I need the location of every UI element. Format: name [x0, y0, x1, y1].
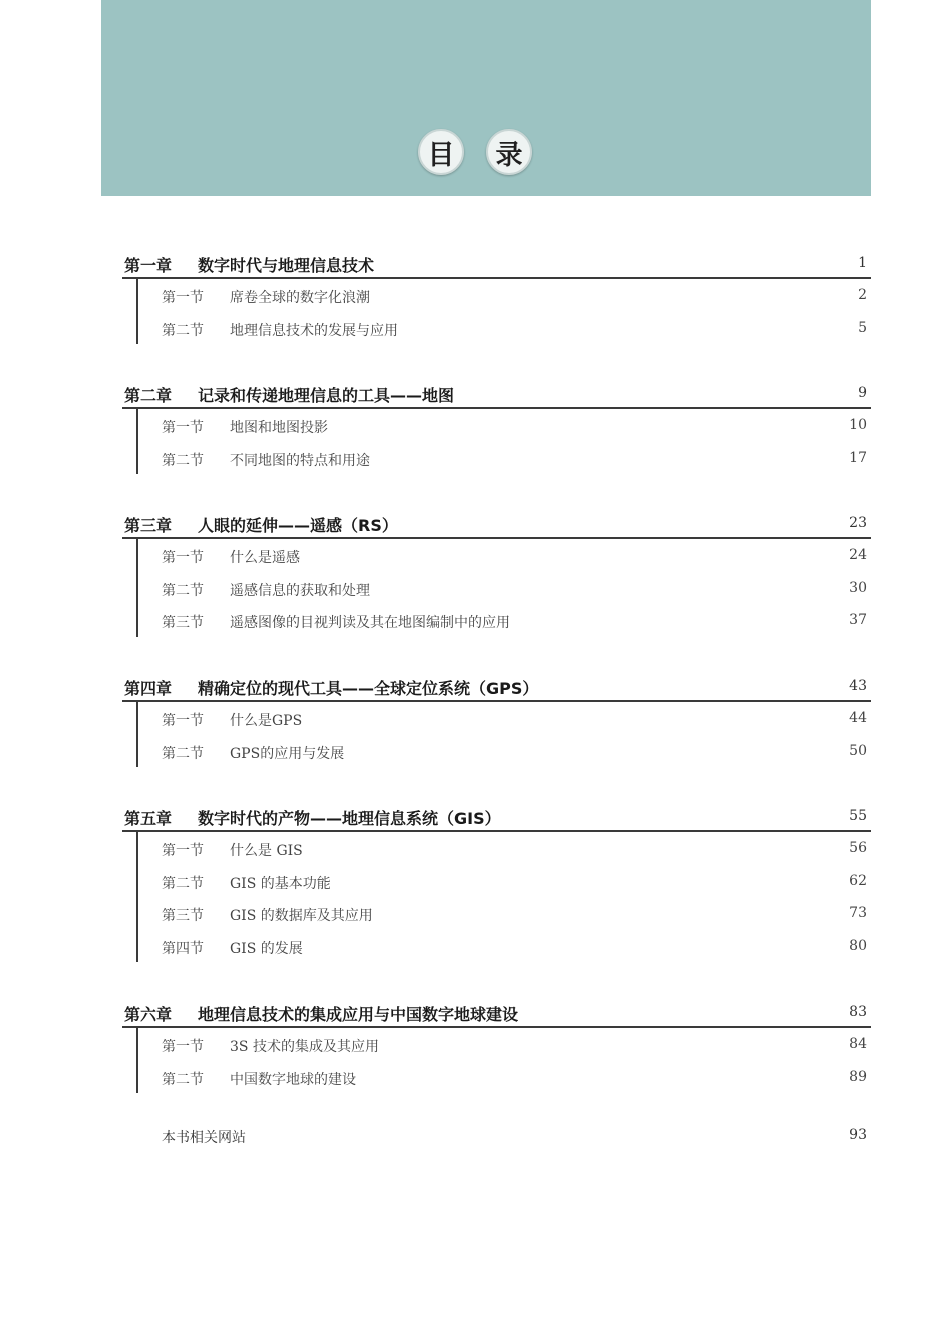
chapter-5	[122, 803, 871, 962]
chapter-label: 第五章	[124, 809, 173, 828]
section-label: 第一节	[162, 1039, 204, 1055]
section-item[interactable]	[138, 865, 871, 898]
section-label: 第二节	[162, 582, 204, 599]
section-title: 席卷全球的数字化浪潮	[230, 290, 370, 306]
section-page: 5	[858, 319, 867, 336]
chapter-label: 第二章	[124, 386, 173, 405]
section-label: 第四节	[162, 940, 204, 957]
chapter-heading[interactable]	[122, 999, 871, 1028]
section-title: 地理信息技术的发展与应用	[230, 322, 398, 339]
chapter-heading[interactable]	[122, 380, 871, 409]
section-title: GIS 的基本功能	[230, 875, 331, 892]
section-page: 2	[858, 287, 867, 303]
chapter-3	[122, 510, 871, 637]
chapter-2	[122, 380, 871, 474]
section-item[interactable]	[138, 832, 871, 865]
chapter-heading[interactable]	[122, 250, 871, 279]
section-title: GPS的应用与发展	[230, 745, 345, 762]
section-label: 第一节	[162, 290, 204, 306]
section-item[interactable]	[138, 279, 871, 312]
section-title: 中国数字地球的建设	[230, 1071, 356, 1088]
section-label: 第二节	[162, 452, 204, 469]
related-websites-page: 93	[849, 1127, 867, 1143]
section-title: 遥感图像的目视判读及其在地图编制中的应用	[230, 615, 510, 631]
section-list	[136, 409, 871, 474]
section-label: 第二节	[162, 1071, 204, 1088]
related-websites-entry[interactable]	[162, 1127, 867, 1149]
section-label: 第三节	[162, 908, 204, 924]
section-page: 56	[849, 840, 867, 856]
section-label: 第一节	[162, 713, 204, 729]
chapter-6	[122, 999, 871, 1093]
section-item[interactable]	[138, 1028, 871, 1061]
section-page: 50	[849, 742, 867, 759]
chapter-1	[122, 250, 871, 344]
chapter-page: 55	[849, 808, 867, 824]
chapter-title: 地理信息技术的集成应用与中国数字地球建设	[198, 1005, 519, 1024]
section-item[interactable]	[138, 702, 871, 735]
section-page: 84	[849, 1036, 867, 1052]
section-page: 80	[849, 937, 867, 954]
section-item[interactable]	[138, 572, 871, 605]
section-item[interactable]	[138, 1061, 871, 1094]
section-label: 第二节	[162, 875, 204, 892]
section-page: 24	[849, 547, 867, 563]
section-list	[136, 702, 871, 767]
section-item[interactable]	[138, 930, 871, 963]
section-page: 44	[849, 710, 867, 726]
section-title: 什么是GPS	[230, 713, 303, 729]
section-label: 第一节	[162, 420, 204, 436]
section-page: 62	[849, 872, 867, 889]
related-websites-title: 本书相关网站	[162, 1130, 246, 1146]
section-label: 第一节	[162, 550, 204, 566]
section-title: 不同地图的特点和用途	[230, 452, 370, 469]
chapter-page: 1	[858, 255, 867, 271]
section-page: 37	[849, 612, 867, 628]
section-list	[136, 832, 871, 962]
section-title: 什么是遥感	[230, 550, 300, 566]
chapter-4	[122, 673, 871, 767]
chapter-heading[interactable]	[122, 673, 871, 702]
chapter-title: 精确定位的现代工具——全球定位系统（GPS）	[198, 679, 539, 698]
chapter-title: 人眼的延伸——遥感（RS）	[198, 516, 398, 535]
chapter-title: 数字时代的产物——地理信息系统（GIS）	[198, 809, 501, 828]
chapter-page: 43	[849, 678, 867, 694]
title-char: 目	[418, 129, 464, 175]
section-item[interactable]	[138, 442, 871, 475]
section-item[interactable]	[138, 735, 871, 768]
section-title: GIS 的数据库及其应用	[230, 908, 373, 924]
section-page: 73	[849, 905, 867, 921]
section-list	[136, 1028, 871, 1093]
section-title: 地图和地图投影	[230, 420, 328, 436]
section-list	[136, 539, 871, 637]
title-char: 录	[486, 129, 532, 175]
section-title: 什么是 GIS	[230, 843, 303, 859]
chapter-page: 9	[858, 385, 867, 401]
section-item[interactable]	[138, 409, 871, 442]
section-list	[136, 279, 871, 344]
section-item[interactable]	[138, 312, 871, 345]
section-page: 30	[849, 579, 867, 596]
section-title: 3S 技术的集成及其应用	[230, 1039, 379, 1055]
chapter-title: 记录和传递地理信息的工具——地图	[198, 386, 455, 405]
section-label: 第二节	[162, 322, 204, 339]
section-item[interactable]	[138, 604, 871, 637]
section-label: 第三节	[162, 615, 204, 631]
section-label: 第一节	[162, 843, 204, 859]
section-item[interactable]	[138, 539, 871, 572]
chapter-page: 83	[849, 1004, 867, 1020]
chapter-heading[interactable]	[122, 510, 871, 539]
section-title: 遥感信息的获取和处理	[230, 582, 370, 599]
chapter-heading[interactable]	[122, 803, 871, 832]
chapter-label: 第四章	[124, 679, 173, 698]
chapter-label: 第一章	[124, 256, 173, 275]
chapter-page: 23	[849, 515, 867, 531]
chapter-label: 第三章	[124, 516, 173, 535]
section-page: 17	[849, 449, 867, 466]
section-label: 第二节	[162, 745, 204, 762]
chapter-label: 第六章	[124, 1005, 173, 1024]
section-item[interactable]	[138, 897, 871, 930]
section-page: 89	[849, 1068, 867, 1085]
section-page: 10	[849, 417, 867, 433]
chapter-title: 数字时代与地理信息技术	[198, 256, 375, 275]
section-title: GIS 的发展	[230, 940, 303, 957]
